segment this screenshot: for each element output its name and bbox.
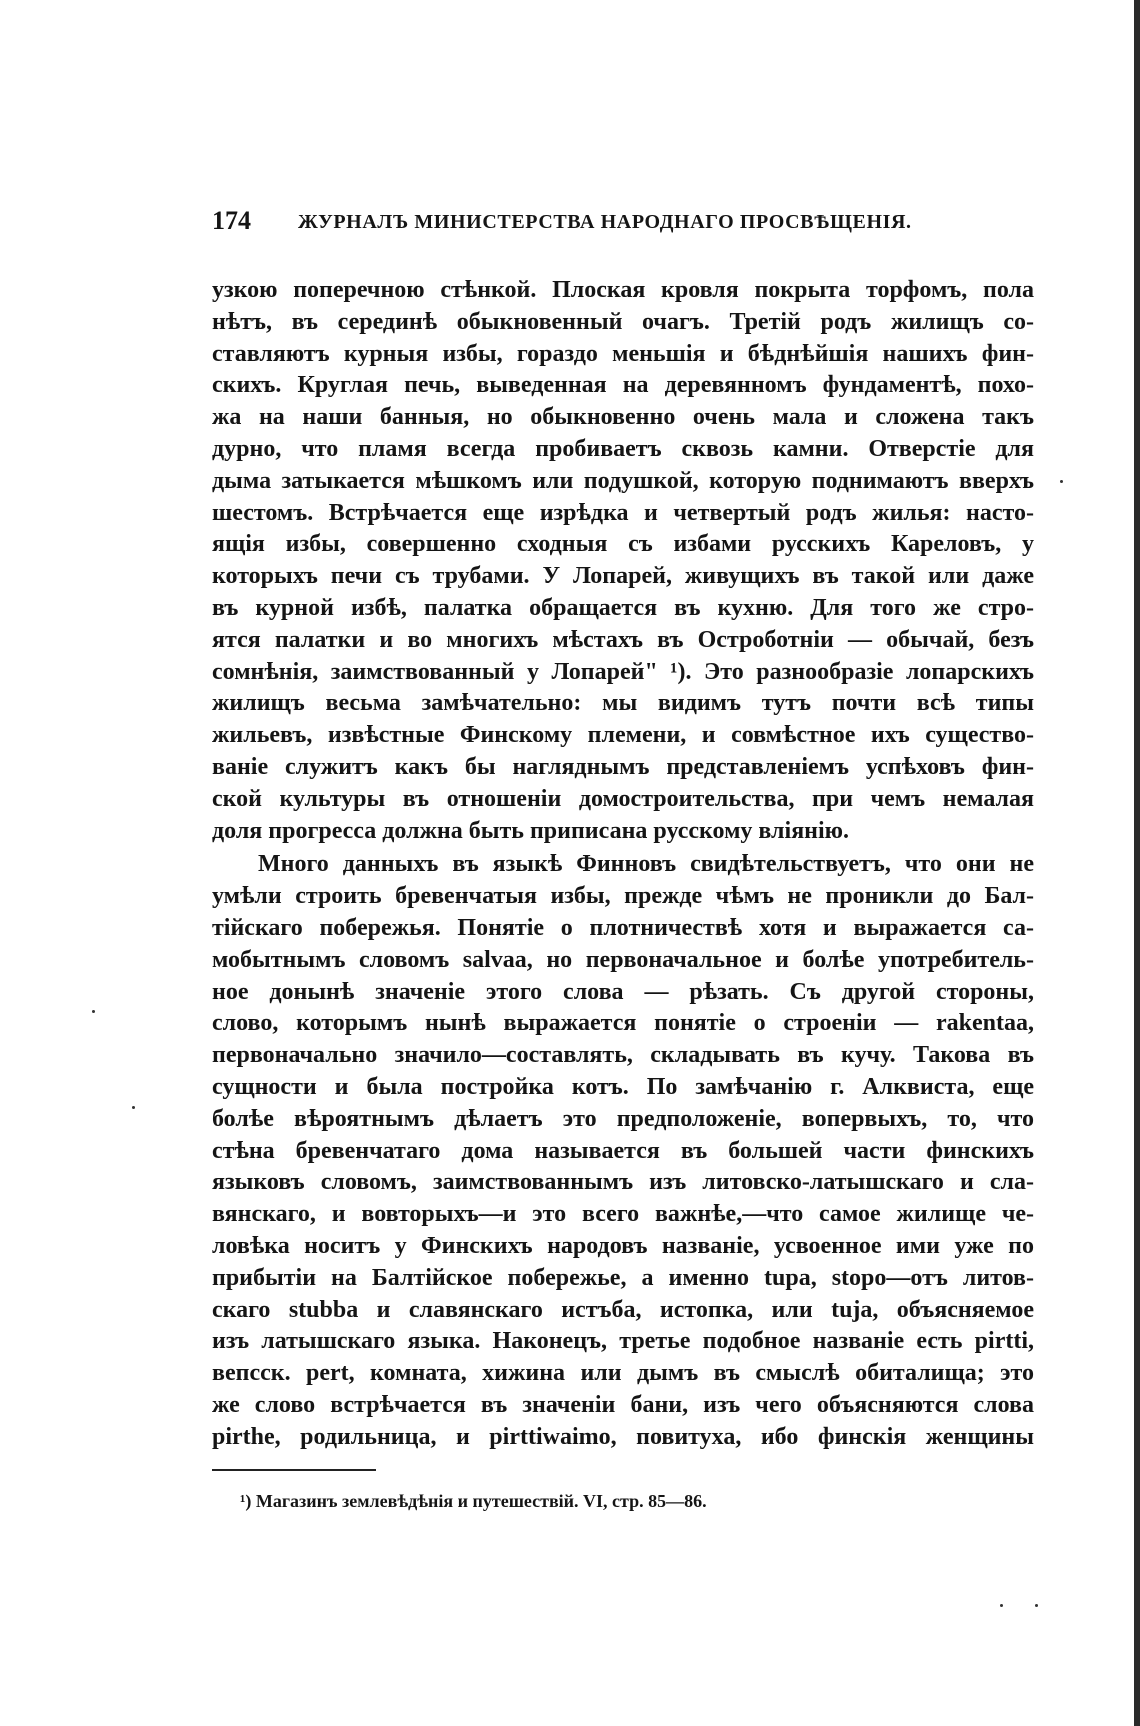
- text-line: дурно, что пламя всегда пробиваетъ сквозь камни. Отверстіе для: [212, 435, 1034, 462]
- scan-speck: [1000, 1604, 1003, 1607]
- text-line: вепсск. pert, комната, хижина или дымъ въ смыслѣ обиталища; это: [212, 1360, 1034, 1387]
- scan-speck: [92, 1010, 95, 1013]
- text-line: прибытіи на Балтійское побережье, а именно tupa, stopo—отъ литов-: [212, 1264, 1034, 1291]
- text-line: языковъ словомъ, заимствованнымъ изъ литовско-латышскаго и сла-: [212, 1169, 1034, 1196]
- text-line: жа на наши банныя, но обыкновенно очень мала и сложена такъ: [212, 404, 1034, 431]
- text-line: ской культуры въ отношеніи домостроительства, при чемъ немалая: [212, 785, 1034, 812]
- text-line: доля прогресса должна быть приписана русскому вліянію.: [212, 817, 850, 844]
- text-line: ваніе служитъ какъ бы нагляднымъ представленіемъ успѣховъ фин-: [212, 753, 1034, 780]
- paragraph-1: [212, 275, 1034, 847]
- text-line: скихъ. Круглая печь, выведенная на деревянномъ фундаментѣ, похо-: [212, 372, 1034, 399]
- text-line: которыхъ печи съ трубами. У Лопарей, живущихъ въ такой или даже: [212, 563, 1034, 590]
- text-line: вянскаго, и вовторыхъ—и это всего важнѣе,—что самое жилище че-: [212, 1201, 1034, 1228]
- text-line: pirthe, родильница, и pirttiwaimo, повитуха, ибо финскія женщины: [212, 1423, 1034, 1450]
- text-line: ное донынѣ значеніе этого слова — рѣзать. Съ другой стороны,: [212, 978, 1034, 1005]
- text-line: Много данныхъ въ языкѣ Финновъ свидѣтельствуетъ, что они не: [258, 851, 1034, 878]
- footnote: ¹) Магазинъ землевѣдѣнія и путешествій. VI, стр. 85—86.: [240, 1491, 707, 1512]
- scan-speck: [1035, 1604, 1038, 1607]
- text-line: ящія избы, совершенно сходныя съ избами русскихъ Кареловъ, у: [212, 531, 1034, 558]
- text-line: шестомъ. Встрѣчается еще изрѣдка и четвертый родъ жилья: насто-: [212, 499, 1034, 526]
- page-number: 174: [212, 206, 251, 235]
- text-line: сущности и была постройка котъ. По замѣчанію г. Алквиста, еще: [212, 1073, 1034, 1100]
- book-page: [212, 205, 1034, 1515]
- text-line: слово, которымъ нынѣ выражается понятіе о строеніи — rakentaa,: [212, 1010, 1034, 1037]
- text-line: мобытнымъ словомъ salvaa, но первоначальное и болѣе употребитель-: [212, 946, 1034, 973]
- text-line: ятся палатки и во многихъ мѣстахъ въ Остроботніи — обычай, безъ: [212, 626, 1034, 653]
- running-head: [212, 205, 1034, 245]
- text-line: ловѣка носитъ у Финскихъ народовъ названіе, усвоенное ими уже по: [212, 1232, 1034, 1259]
- text-line: тійскаго побережья. Понятіе о плотничествѣ хотя и выражается са-: [212, 914, 1034, 941]
- scan-speck: [132, 1106, 135, 1109]
- footnote-divider: [212, 1469, 376, 1471]
- text-line: сомнѣнія, заимствованный у Лопарей" ¹). Это разнообразіе лопарскихъ: [212, 658, 1034, 685]
- paragraph-2: [212, 849, 1034, 1453]
- text-line: нѣтъ, въ серединѣ обыкновенный очагъ. Третій родъ жилищъ со-: [212, 308, 1034, 335]
- text-line: узкою поперечною стѣнкой. Плоская кровля покрыта торфомъ, пола: [212, 277, 1034, 303]
- scan-page-edge: [1134, 0, 1140, 1726]
- text-line: первоначально значило—составлять, складывать въ кучу. Такова въ: [212, 1042, 1034, 1069]
- main-text: [212, 275, 1034, 1453]
- journal-title: ЖУРНАЛЪ МИНИСТЕРСТВА НАРОДНАГО ПРОСВѢЩЕНІЯ.: [298, 211, 912, 233]
- text-line: жильевъ, извѣстные Финскому племени, и совмѣстное ихъ существо-: [212, 722, 1034, 749]
- text-line: дыма затыкается мѣшкомъ или подушкой, которую поднимаютъ вверхъ: [212, 467, 1034, 494]
- text-line: ставляютъ курныя избы, гораздо меньшія и бѣднѣйшія нашихъ фин-: [212, 340, 1034, 367]
- text-line: умѣли строить бревенчатыя избы, прежде чѣмъ не проникли до Бал-: [212, 883, 1034, 910]
- text-line: скаго stubba и славянскаго истъба, истопка, или tuja, объясняемое: [212, 1296, 1034, 1323]
- text-line: стѣна бревенчатаго дома называется въ большей части финскихъ: [212, 1137, 1034, 1164]
- text-line: болѣе вѣроятнымъ дѣлаетъ это предположеніе, вопервыхъ, то, что: [212, 1105, 1034, 1132]
- scan-speck: [1060, 480, 1063, 483]
- text-line: изъ латышскаго языка. Наконецъ, третье подобное названіе есть pirtti,: [212, 1328, 1034, 1355]
- text-line: въ курной избѣ, палатка обращается въ кухню. Для того же стро-: [212, 594, 1034, 621]
- text-line: жилищъ весьма замѣчательно: мы видимъ тутъ почти всѣ типы: [212, 690, 1034, 717]
- text-line: же слово встрѣчается въ значеніи бани, изъ чего объясняются слова: [212, 1391, 1034, 1418]
